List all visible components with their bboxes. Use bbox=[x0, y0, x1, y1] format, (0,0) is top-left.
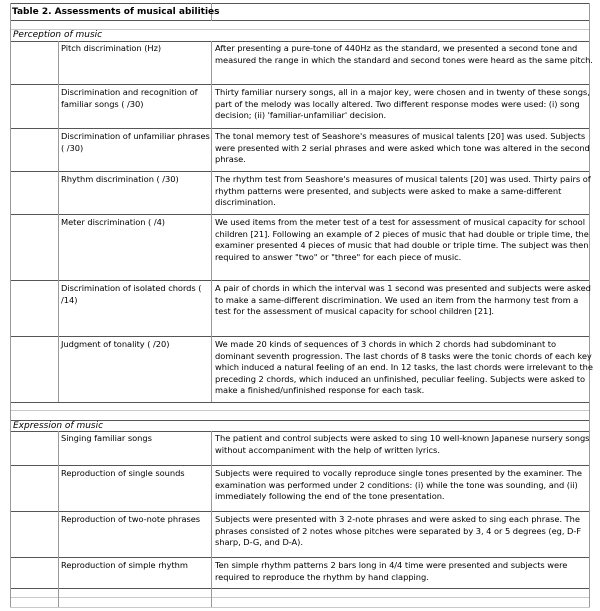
section-heading-expression: Expression of music bbox=[13, 421, 104, 431]
item-label: Reproduction of two-note phrases bbox=[61, 514, 201, 524]
item-description: A pair of chords in which the interval was 1 second was presented and subjects were asked to make a same-different discrimination. We used an item from the harmony test from a test for the assessment of musical capacity for school children [21]. bbox=[215, 283, 591, 317]
item-description: Thirty familiar nursery songs, all in a major key, were chosen and in twenty of these songs, part of the melody was locally altered. Two different response modes were used: (i) song decision; (ii) 'familiar-unfamiliar' decision. bbox=[215, 87, 590, 121]
item-description: We made 20 kinds of sequences of 3 chords in which 2 chords had subdominant to dominant seventh progression. The last chords of 8 tasks were the tonic chords of each key which induced a natural feeling of an end. In 12 tasks, the last chords were irrelevant to the preceding 2 chords, which induced an unfinished, peculiar feeling. Subjects were asked to make a finished/unfinished response for each task. bbox=[215, 339, 593, 396]
item-description: The rhythm test from Seashore's measures of musical talents [20] was used. Thirty pairs of rhythm patterns were presented, and subjects were asked to make a same-different discrimination. bbox=[215, 174, 591, 208]
column-divider-rule bbox=[211, 431, 212, 607]
row-rule bbox=[10, 214, 590, 215]
outer-left-rule bbox=[10, 3, 11, 607]
indent-rule bbox=[58, 431, 59, 607]
row-rule bbox=[10, 557, 590, 558]
item-label: Meter discrimination ( /4) bbox=[61, 217, 165, 227]
item-description: The patient and control subjects were asked to sing 10 well-known Japanese nursery songs without accompaniment with the help of written lyrics. bbox=[215, 433, 590, 455]
item-label: Pitch discrimination (Hz) bbox=[61, 43, 162, 53]
section1-rule bbox=[10, 41, 590, 42]
item-label: Discrimination of isolated chords ( /14) bbox=[61, 283, 202, 305]
table-top-rule bbox=[10, 3, 590, 4]
row-rule bbox=[10, 171, 590, 172]
item-description: The tonal memory test of Seashore's measures of musical talents [20] was used. Subjects were presented with 2 serial phrases and were asked which tone was altered in the second phrase. bbox=[215, 131, 590, 165]
row-rule bbox=[10, 588, 590, 589]
indent-rule bbox=[58, 41, 59, 402]
row-rule bbox=[10, 336, 590, 337]
item-description: After presenting a pure-tone of 440Hz as the standard, we presented a second tone and measured the range in which the standard and second tones were heard as the same pitch. bbox=[215, 43, 593, 65]
column-divider-rule bbox=[211, 41, 212, 402]
row-rule bbox=[10, 465, 590, 466]
item-label: Reproduction of single sounds bbox=[61, 468, 185, 478]
row-rule bbox=[10, 128, 590, 129]
table-bottom-rule bbox=[10, 607, 590, 608]
spacer-rule bbox=[10, 597, 590, 598]
item-label: Rhythm discrimination ( /30) bbox=[61, 174, 179, 184]
row-rule bbox=[10, 84, 590, 85]
item-description: We used items from the meter test of a test for assessment of musical capacity for school children [21]. Following an example of 2 pieces of music that had double or triple time, the examiner presented 4 pieces of music that had double or triple time. The subject was then required to answer "two" or "three" for each piece of music. bbox=[215, 217, 589, 262]
item-label: Reproduction of simple rhythm bbox=[61, 560, 188, 570]
item-label: Discrimination of unfamiliar phrases ( /30) bbox=[61, 131, 210, 153]
item-description: Subjects were required to vocally reproduce single tones presented by the examiner. The examination was performed under 2 conditions: (i) while the tone was sounding, and (ii) immediately following the end of the tone presentation. bbox=[215, 468, 582, 502]
row-rule bbox=[10, 280, 590, 281]
section-heading-perception: Perception of music bbox=[13, 30, 103, 40]
item-label: Discrimination and recognition of familiar songs ( /30) bbox=[61, 87, 198, 109]
row-rule bbox=[10, 511, 590, 512]
spacer-rule bbox=[10, 410, 590, 411]
item-description: Subjects were presented with 3 2-note phrases and were asked to sing each phrase. The phrases consisted of 2 notes whose pitches were separated by 3, 4 or 5 degrees (eg, D-F sharp, D-G, and D-A). bbox=[215, 514, 582, 548]
title-bottom-rule bbox=[10, 20, 590, 21]
row-rule bbox=[10, 402, 590, 403]
table-title: Table 2. Assessments of musical abilities bbox=[12, 7, 220, 17]
item-label: Judgment of tonality ( /20) bbox=[61, 339, 170, 349]
item-label: Singing familiar songs bbox=[61, 433, 152, 443]
item-description: Ten simple rhythm patterns 2 bars long in 4/4 time were presented and subjects were required to reproduce the rhythm by hand clapping. bbox=[215, 560, 568, 582]
